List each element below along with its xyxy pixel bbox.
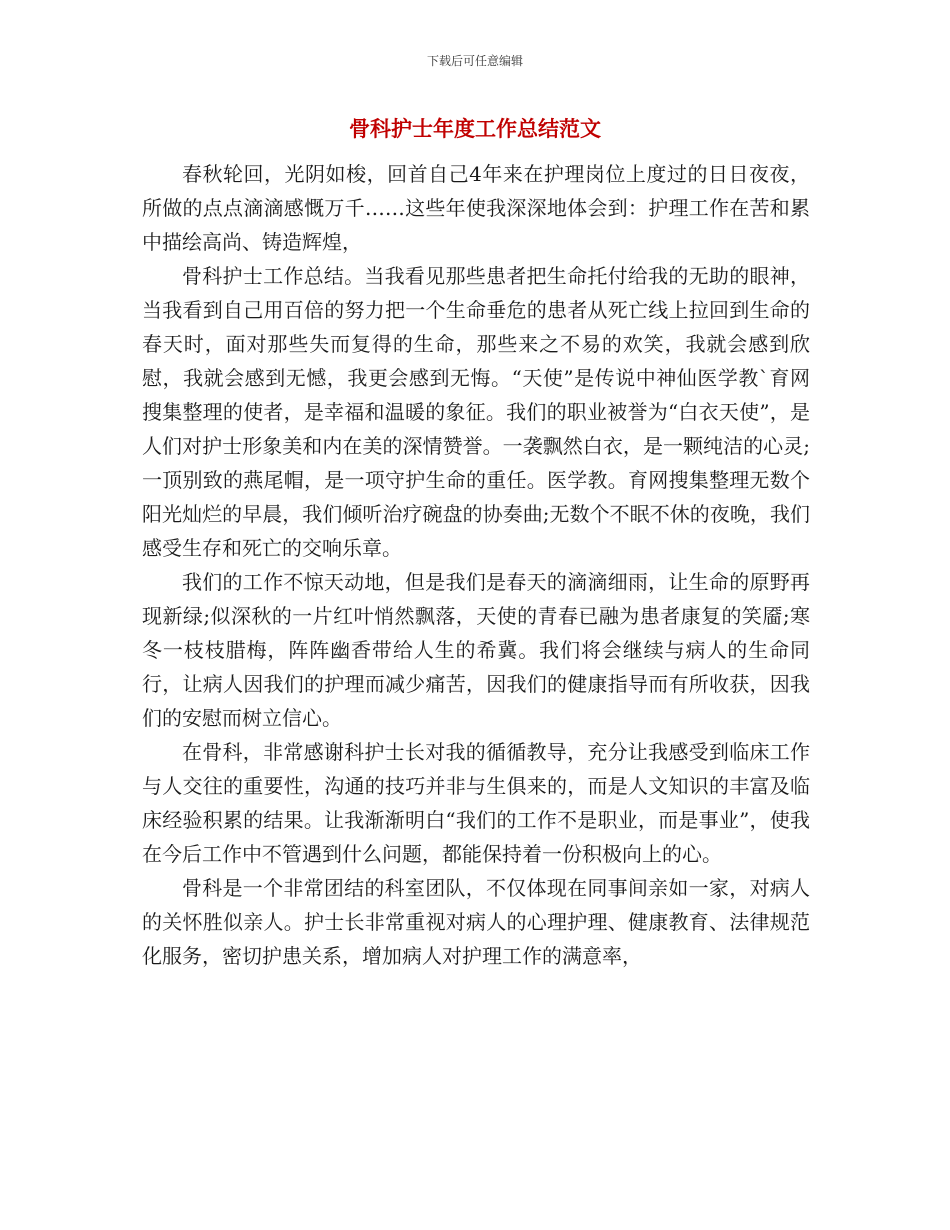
paragraph-3: 我们的工作不惊天动地，但是我们是春天的滴滴细雨，让生命的原野再现新绿;似深秋的一片红叶悄然飘落，天使的青春已融为患者康复的笑靥;寒冬一枝枝腊梅，阵阵幽香带给人生的希冀。我们将会继续与病人的生命同行，让病人因我们的护理而减少痛苦，因我们的健康指导而有所收获，因我们的安慰而树立信心。 bbox=[142, 570, 810, 730]
page-header-note: 下载后可任意编辑 bbox=[426, 54, 523, 68]
document-body bbox=[142, 157, 810, 973]
paragraph-2: 骨科护士工作总结。当我看见那些患者把生命托付给我的无助的眼神，当我看到自己用百倍的努力把一个生命垂危的患者从死亡线上拉回到生命的春天时，面对那些失而复得的生命，那些来之不易的欢笑，我就会感到欣慰，我就会感到无憾，我更会感到无悔。“天使”是传说中神仙医学教`育网搜集整理的使者，是幸福和温暖的象征。我们的职业被誉为“白衣天使”，是人们对护士形象美和内在美的深情赞誉。一袭飘然白衣，是一颗纯洁的心灵;一顶别致的燕尾帽，是一项守护生命的重任。医学教。育网搜集整理无数个阳光灿烂的早晨，我们倾听治疗碗盘的协奏曲;无数个不眠不休的夜晚，我们感受生存和死亡的交响乐章。 bbox=[142, 264, 810, 560]
document-title: 骨科护士年度工作总结范文 bbox=[349, 116, 601, 141]
paragraph-5: 骨科是一个非常团结的科室团队，不仅体现在同事间亲如一家，对病人的关怀胜似亲人。护士长非常重视对病人的心理护理、健康教育、法律规范化服务，密切护患关系，增加病人对护理工作的满意率， bbox=[142, 876, 810, 968]
paragraph-4: 在骨科，非常感谢科护士长对我的循循教导，充分让我感受到临床工作与人交往的重要性，沟通的技巧并非与生俱来的，而是人文知识的丰富及临床经验积累的结果。让我渐渐明白“我们的工作不是职业，而是事业”，使我在今后工作中不管遇到什么问题，都能保持着一份积极向上的心。 bbox=[142, 740, 810, 866]
paragraph-1: 春秋轮回，光阴如梭，回首自己4年来在护理岗位上度过的日日夜夜，所做的点点滴滴感慨万千……这些年使我深深地体会到：护理工作在苦和累中描绘高尚、铸造辉煌， bbox=[142, 162, 810, 254]
